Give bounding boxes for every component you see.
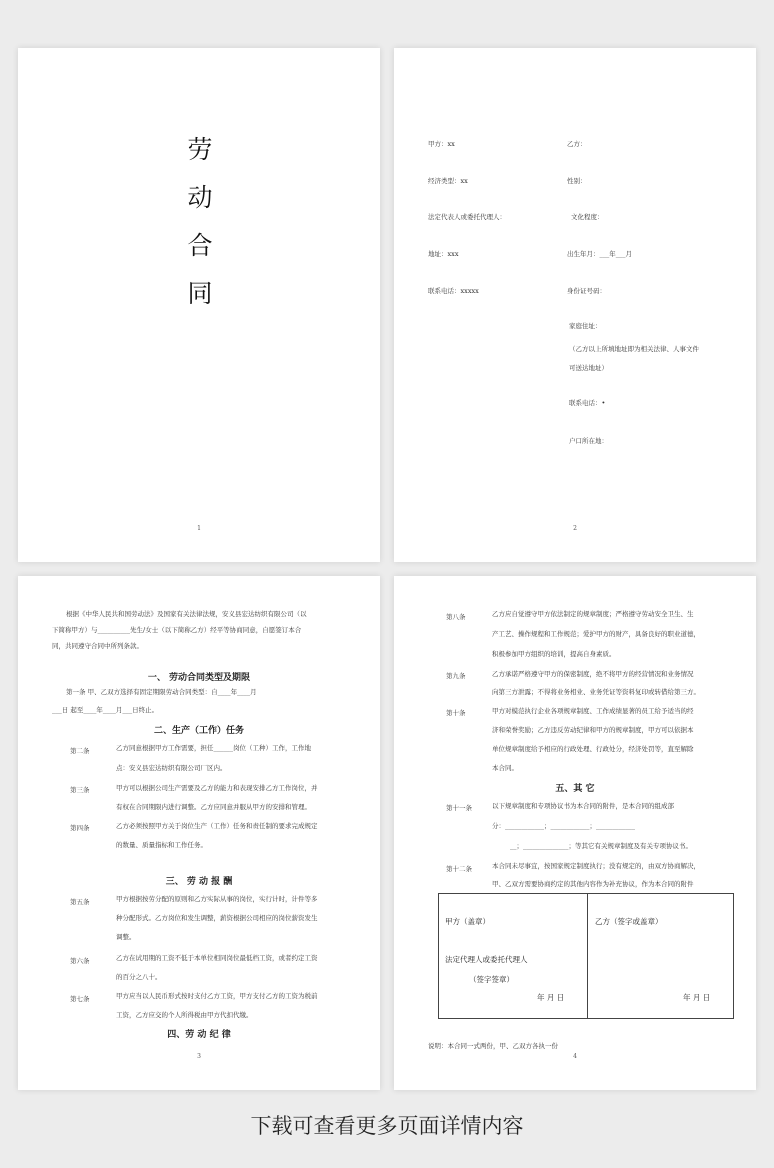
id-number-field: 身份证号码： xyxy=(567,287,606,295)
page-4 xyxy=(394,576,756,1090)
article-label: 第十一条 xyxy=(446,804,472,812)
article-label: 第五条 xyxy=(70,898,90,906)
date-b: 年 月 日 xyxy=(683,993,711,1002)
article-label: 第四条 xyxy=(70,824,90,832)
article-4: 乙方必须按照甲方关于岗位生产（工作）任务和责任制的要求完成规定 xyxy=(116,822,318,830)
phone-field: 联系电话：xxxxx xyxy=(428,287,479,295)
article-10: 本合同。 xyxy=(492,764,518,772)
table-divider xyxy=(587,894,588,1018)
article-11: __；______________；等其它有关规章制度及有关专项协议书。 xyxy=(510,842,692,850)
article-8: 乙方应自觉遵守甲方依法制定的规章制度；严格遵守劳动安全卫生、生 xyxy=(492,610,694,618)
article-6: 乙方在试用期的工资不低于本单位相同岗位最低档工资，或者约定工资 xyxy=(116,954,318,962)
title-char: 劳 xyxy=(187,135,213,164)
hukou-field: 户口所在地： xyxy=(569,437,608,445)
article-label: 第六条 xyxy=(70,957,90,965)
article-12: 本合同未尽事宜，按国家规定制度执行；没有规定的，由双方协商解决， xyxy=(492,862,700,870)
article-label: 第三条 xyxy=(70,786,90,794)
article-12: 甲、乙双方需要协商约定的其他内容作为补充协议，作为本合同的附件 xyxy=(492,880,694,888)
article-5: 甲方根据按劳分配的原则和乙方实际从事的岗位，实行计时，计件等多 xyxy=(116,895,318,903)
article-8: 积极参加甲方组织的培训，提高自身素质。 xyxy=(492,650,616,658)
article-label: 第十二条 xyxy=(446,865,472,873)
article-10: 甲方对模范执行企业各项规章制度、工作成绩显著的员工给予适当的经 xyxy=(492,707,694,715)
article-7: 甲方应当以人民币形式按时支付乙方工资，甲方支付乙方的工资为税前 xyxy=(116,992,318,1000)
page-number: 4 xyxy=(573,1053,577,1060)
page-3 xyxy=(18,576,380,1090)
article-label: 第八条 xyxy=(446,613,466,621)
article-1: 第一条 甲、乙双方选择有固定期限劳动合同类型：自____年____月 xyxy=(66,688,257,696)
section-heading: 五、其 它 xyxy=(555,784,595,794)
article-2: 乙方同意根据甲方工作需要，担任______岗位（工种）工作，工作地 xyxy=(116,744,311,752)
download-more-caption: 下载可查看更多页面详情内容 xyxy=(250,1114,524,1138)
party-b-field: 乙方： xyxy=(567,140,587,148)
party-a-field: 甲方：xx xyxy=(428,140,455,148)
party-b-sign-label: 乙方（签字或盖章） xyxy=(595,917,663,926)
article-label: 第二条 xyxy=(70,747,90,755)
article-3: 有权在合同期限内进行调整。乙方应同意并服从甲方的安排和管理。 xyxy=(116,803,311,811)
address-field: 地址：xxx xyxy=(428,250,459,258)
date-a: 年 月 日 xyxy=(537,993,565,1002)
copy-note: 说明：本合同一式两份，甲、乙双方各执一份 xyxy=(428,1042,558,1050)
address-note: （乙方以上所填地址即为相关法律、人事文件 xyxy=(569,345,699,353)
article-label: 第十条 xyxy=(446,709,466,717)
article-9: 向第三方泄露；不得将业务相业、业务凭证等资料复印或转借给第三方。 xyxy=(492,688,700,696)
article-10: 济和荣誉奖励；乙方违反劳动纪律和甲方的规章制度，甲方可以依据本 xyxy=(492,726,694,734)
page-1 xyxy=(18,48,380,562)
page-number: 1 xyxy=(197,525,201,532)
intro-text: 根据《中华人民共和国劳动法》及国家有关法律法规，安义县宏达纺织有限公司（以 xyxy=(66,610,307,618)
section-heading: 二、生产（工作）任务 xyxy=(153,726,244,736)
section-heading: 四、劳 动 纪 律 xyxy=(167,1030,231,1040)
section-heading: 三、 劳 动 报 酬 xyxy=(165,877,233,887)
contact-phone-field: 联系电话：• xyxy=(569,399,606,407)
intro-text: 同，共同遵守合同中所列条款。 xyxy=(52,642,143,650)
signature-label: （签字签章） xyxy=(469,975,514,984)
signature-table xyxy=(438,893,734,1019)
article-2: 点：安义县宏达纺织有限公司厂区内。 xyxy=(116,764,227,772)
page-number: 2 xyxy=(573,525,577,532)
gender-field: 性别： xyxy=(567,177,587,185)
intro-text: 下简称甲方）与__________先生/女士（以下简称乙方）经平等协商同意，自愿签订本合 xyxy=(52,626,302,634)
address-note: 可送达地址） xyxy=(569,364,608,372)
section-heading: 一、 劳动合同类型及期限 xyxy=(147,673,251,683)
article-10: 单位规章制度给予相应的行政处理、行政处分，经济处罚等，直至解除 xyxy=(492,745,694,753)
title-char: 动 xyxy=(187,183,213,212)
legal-rep-label: 法定代理人或委托代理人 xyxy=(445,955,528,964)
page-number: 3 xyxy=(197,1053,201,1060)
education-field: 文化程度： xyxy=(571,213,604,221)
article-7: 工资，乙方应交的个人所得税由甲方代扣代缴。 xyxy=(116,1011,253,1019)
article-8: 产工艺、操作规程和工作规范；爱护甲方的财产，具备良好的职业道德， xyxy=(492,630,700,638)
page-2 xyxy=(394,48,756,562)
article-11: 分：____________；____________；____________ xyxy=(492,822,635,830)
article-label: 第七条 xyxy=(70,995,90,1003)
article-4: 的数量、质量指标和工作任务。 xyxy=(116,841,207,849)
title-char: 同 xyxy=(187,279,213,308)
economy-type-field: 经济类型：xx xyxy=(428,177,468,185)
article-5: 调整。 xyxy=(116,933,136,941)
contract-title xyxy=(182,126,218,318)
article-6: 的百分之八十。 xyxy=(116,973,162,981)
article-11: 以下规章制度和专项协议书为本合同的附件，是本合同的组成部 xyxy=(492,802,674,810)
article-1: ___日 起至____年____月___日终止。 xyxy=(52,706,159,714)
home-address-field: 家庭住址： xyxy=(569,322,602,330)
article-label: 第九条 xyxy=(446,672,466,680)
title-char: 合 xyxy=(187,231,213,260)
party-a-seal-label: 甲方（盖章） xyxy=(445,917,490,926)
article-9: 乙方承诺严格遵守甲方的保密制度，绝不将甲方的经营情况和业务情况 xyxy=(492,670,694,678)
article-5: 种分配形式。乙方岗位和发生调整，薪资根据公司相应的岗位薪资发生 xyxy=(116,914,318,922)
birth-field: 出生年月：___年___月 xyxy=(567,250,632,258)
legal-rep-field: 法定代表人或委托代理人： xyxy=(428,213,506,221)
article-3: 甲方可以根据公司生产需要及乙方的能力和表现安排乙方工作岗位，并 xyxy=(116,784,318,792)
